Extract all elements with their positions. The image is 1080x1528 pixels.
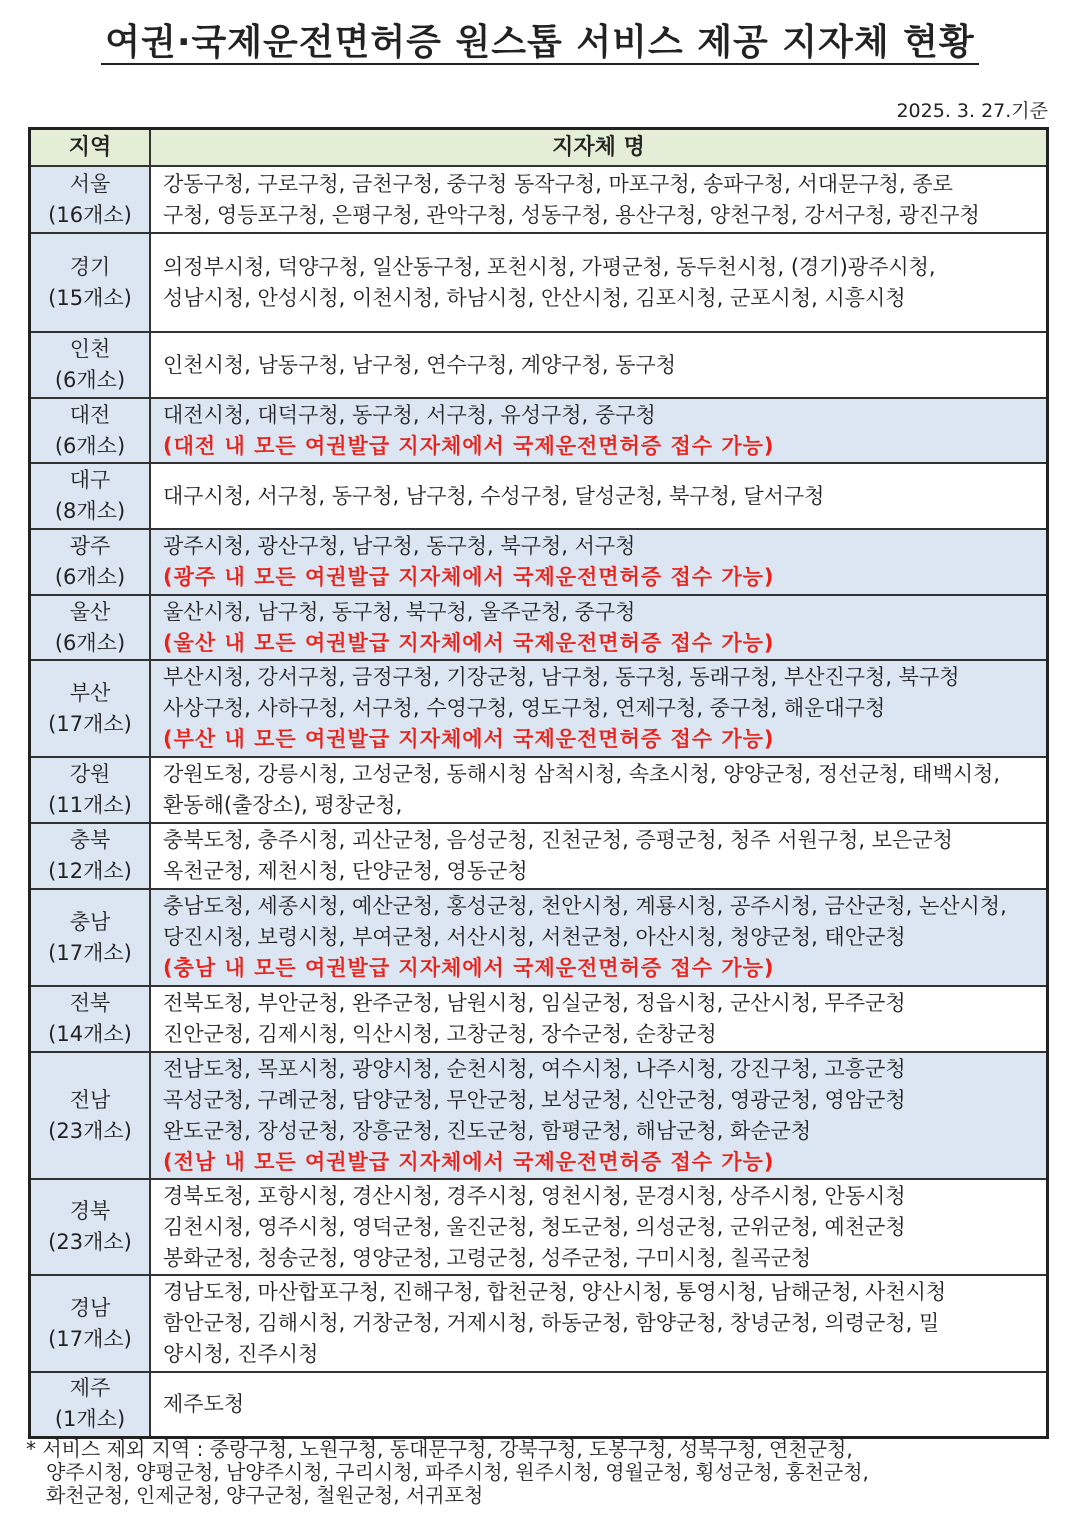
- municipality-line: 대전시청, 대덕구청, 동구청, 서구청, 유성구청, 중구청: [163, 402, 656, 427]
- table-row: [30, 1372, 1048, 1437]
- region-name: 충북: [69, 828, 111, 852]
- region-cell: [30, 529, 151, 595]
- table-row: [30, 986, 1048, 1052]
- region-cell: [30, 986, 151, 1052]
- municipality-line: 사상구청, 사하구청, 서구청, 수영구청, 영도구청, 연제구청, 중구청, 해운대구청: [163, 696, 886, 720]
- region-cell: [30, 332, 151, 398]
- table-row: [30, 1179, 1048, 1275]
- table-row: [30, 889, 1048, 986]
- region-name: 대구: [69, 468, 111, 492]
- page-title: [0, 14, 1080, 65]
- municipality-line: 제주도청: [163, 1391, 245, 1416]
- table-row: [30, 595, 1048, 660]
- region-name: 경남: [69, 1295, 111, 1320]
- region-name: 대전: [69, 402, 111, 427]
- footnote: [26, 1438, 1056, 1507]
- region-count: (17개소): [48, 940, 132, 965]
- municipality-line: 전북도청, 부안군청, 완주군청, 남원시청, 임실군청, 정읍시청, 군산시청, 무주군청: [163, 991, 906, 1015]
- municipality-line: 전남도청, 목포시청, 광양시청, 순천시청, 여수시청, 나주시청, 강진구청, 고흥군청: [163, 1056, 906, 1081]
- municipality-cell: [150, 166, 1048, 233]
- region-cell: [30, 1052, 151, 1179]
- municipality-cell: [150, 463, 1048, 529]
- region-cell: [30, 757, 151, 823]
- municipality-cell: [150, 1052, 1048, 1179]
- title-text: 여권·국제운전면허증 원스톱 서비스 제공 지자체 현황: [101, 22, 978, 65]
- region-cell: [30, 595, 151, 660]
- region-cell: [30, 166, 151, 233]
- municipality-line: 곡성군청, 구례군청, 담양군청, 무안군청, 보성군청, 신안군청, 영광군청, 영암군청: [163, 1087, 906, 1112]
- municipality-cell: [150, 529, 1048, 595]
- region-cell: [30, 1179, 151, 1275]
- region-count: (6개소): [54, 565, 126, 589]
- table-row: [30, 1275, 1048, 1372]
- region-name: 강원: [69, 762, 111, 786]
- region-name: 경북: [69, 1199, 111, 1223]
- municipality-cell: [150, 233, 1048, 332]
- header-region: 지역: [30, 129, 151, 167]
- table-row: [30, 398, 1048, 463]
- municipality-line: 김천시청, 영주시청, 영덕군청, 울진군청, 청도군청, 의성군청, 군위군청, 예천군청: [163, 1214, 906, 1239]
- region-cell: [30, 233, 151, 332]
- region-name: 부산: [69, 680, 111, 705]
- region-count: (17개소): [48, 1326, 132, 1351]
- region-name: 제주: [69, 1376, 111, 1401]
- availability-note: (충남 내 모든 여권발급 지자체에서 국제운전면허증 접수 가능): [163, 956, 775, 980]
- availability-note: (울산 내 모든 여권발급 지자체에서 국제운전면허증 접수 가능): [163, 630, 775, 655]
- reference-date: 2025. 3. 27.기준: [896, 100, 1048, 122]
- municipality-line: 양시청, 진주시청: [163, 1342, 319, 1366]
- municipality-line: 인천시청, 남동구청, 남구청, 연수구청, 계양구청, 동구청: [163, 352, 677, 377]
- region-count: (15개소): [48, 285, 132, 310]
- region-name: 울산: [69, 599, 111, 624]
- municipality-line: 충북도청, 충주시청, 괴산군청, 음성군청, 진천군청, 증평군청, 청주 서원구청, 보은군청: [163, 828, 953, 852]
- region-count: (6개소): [54, 368, 126, 392]
- municipality-cell: [150, 986, 1048, 1052]
- region-count: (23개소): [48, 1230, 132, 1254]
- municipality-cell: [150, 660, 1048, 757]
- table-row: [30, 757, 1048, 823]
- municipality-line: 경남도청, 마산합포구청, 진해구청, 합천군청, 양산시청, 통영시청, 남해군청, 사천시청: [163, 1280, 947, 1304]
- municipality-line: 강동구청, 구로구청, 금천구청, 중구청 동작구청, 마포구청, 송파구청, 서대문구청, 종로: [163, 171, 953, 196]
- region-cell: [30, 463, 151, 529]
- region-count: (16개소): [48, 202, 132, 227]
- region-count: (12개소): [48, 859, 132, 883]
- municipality-line: 당진시청, 보령시청, 부여군청, 서산시청, 서천군청, 아산시청, 청양군청, 태안군청: [163, 925, 906, 949]
- municipality-cell: [150, 595, 1048, 660]
- region-count: (8개소): [54, 499, 126, 523]
- region-cell: [30, 889, 151, 986]
- region-name: 전북: [69, 991, 111, 1015]
- availability-note: (부산 내 모든 여권발급 지자체에서 국제운전면허증 접수 가능): [163, 727, 775, 751]
- region-count: (6개소): [54, 433, 126, 458]
- table-row: [30, 332, 1048, 398]
- region-cell: [30, 823, 151, 889]
- municipality-cell: [150, 1275, 1048, 1372]
- municipality-line: 진안군청, 김제시청, 익산시청, 고창군청, 장수군청, 순창군청: [163, 1022, 717, 1046]
- municipality-line: 충남도청, 세종시청, 예산군청, 홍성군청, 천안시청, 계룡시청, 공주시청, 금산군청, 논산시청,: [163, 894, 1007, 918]
- footnote-line: * 서비스 제외 지역 : 중랑구청, 노원구청, 동대문구청, 강북구청, 도봉구청, 성북구청, 연천군청,: [26, 1437, 853, 1461]
- availability-note: (대전 내 모든 여권발급 지자체에서 국제운전면허증 접수 가능): [163, 433, 775, 458]
- municipality-cell: [150, 332, 1048, 398]
- region-name: 서울: [69, 171, 111, 196]
- municipality-line: 부산시청, 강서구청, 금정구청, 기장군청, 남구청, 동구청, 동래구청, 부산진구청, 북구청: [163, 665, 960, 689]
- table-row: [30, 823, 1048, 889]
- municipality-cell: [150, 398, 1048, 463]
- availability-note: (전남 내 모든 여권발급 지자체에서 국제운전면허증 접수 가능): [163, 1149, 775, 1174]
- availability-note: (광주 내 모든 여권발급 지자체에서 국제운전면허증 접수 가능): [163, 565, 775, 589]
- municipality-line: 환동해(출장소), 평창군청,: [163, 793, 403, 817]
- footnote-line: 화천군청, 인제군청, 양구군청, 철원군청, 서귀포청: [46, 1483, 484, 1507]
- municipality-line: 봉화군청, 청송군청, 영양군청, 고령군청, 성주군청, 구미시청, 칠곡군청: [163, 1245, 812, 1270]
- municipality-line: 의정부시청, 덕양구청, 일산동구청, 포천시청, 가평군청, 동두천시청, (경기)광주시청,: [163, 254, 936, 279]
- region-name: 전남: [69, 1087, 111, 1112]
- municipality-line: 함안군청, 김해시청, 거창군청, 거제시청, 하동군청, 함양군청, 창녕군청, 의령군청, 밀: [163, 1311, 940, 1335]
- region-cell: [30, 660, 151, 757]
- region-count: (1개소): [54, 1407, 126, 1432]
- table-row: [30, 529, 1048, 595]
- municipality-line: 경북도청, 포항시청, 경산시청, 경주시청, 영천시청, 문경시청, 상주시청, 안동시청: [163, 1183, 906, 1208]
- table-row: [30, 463, 1048, 529]
- region-cell: [30, 1275, 151, 1372]
- municipality-cell: [150, 1372, 1048, 1437]
- municipality-line: 옥천군청, 제천시청, 단양군청, 영동군청: [163, 859, 528, 883]
- municipality-line: 광주시청, 광산구청, 남구청, 동구청, 북구청, 서구청: [163, 534, 636, 558]
- table-row: [30, 1052, 1048, 1179]
- table-row: [30, 166, 1048, 233]
- municipality-line: 대구시청, 서구청, 동구청, 남구청, 수성구청, 달성군청, 북구청, 달서구청: [163, 483, 825, 508]
- municipality-line: 강원도청, 강릉시청, 고성군청, 동해시청 삼척시청, 속초시청, 양양군청, 정선군청, 태백시청,: [163, 762, 1001, 786]
- region-count: (17개소): [48, 711, 132, 736]
- municipality-table: [28, 127, 1049, 1439]
- municipality-line: 울산시청, 남구청, 동구청, 북구청, 울주군청, 중구청: [163, 599, 636, 624]
- table-row: [30, 233, 1048, 332]
- municipality-line: 구청, 영등포구청, 은평구청, 관악구청, 성동구청, 용산구청, 양천구청, 강서구청, 광진구청: [163, 202, 980, 227]
- region-count: (11개소): [48, 793, 132, 817]
- municipality-cell: [150, 889, 1048, 986]
- table-header: [30, 129, 1048, 167]
- region-name: 충남: [69, 909, 111, 934]
- municipality-cell: [150, 823, 1048, 889]
- table-row: [30, 660, 1048, 757]
- footnote-line: 양주시청, 양평군청, 남양주시청, 구리시청, 파주시청, 원주시청, 영월군청, 횡성군청, 홍천군청,: [46, 1460, 869, 1484]
- region-count: (6개소): [54, 630, 126, 655]
- region-count: (23개소): [48, 1118, 132, 1143]
- header-names: 지자체 명: [150, 129, 1048, 167]
- region-name: 인천: [69, 337, 111, 361]
- municipality-line: 성남시청, 안성시청, 이천시청, 하남시청, 안산시청, 김포시청, 군포시청, 시흥시청: [163, 285, 906, 310]
- region-name: 광주: [69, 534, 111, 558]
- region-count: (14개소): [48, 1022, 132, 1046]
- municipality-line: 완도군청, 장성군청, 장흥군청, 진도군청, 함평군청, 해남군청, 화순군청: [163, 1118, 812, 1143]
- region-cell: [30, 1372, 151, 1437]
- region-name: 경기: [69, 254, 111, 279]
- municipality-cell: [150, 1179, 1048, 1275]
- municipality-cell: [150, 757, 1048, 823]
- region-cell: [30, 398, 151, 463]
